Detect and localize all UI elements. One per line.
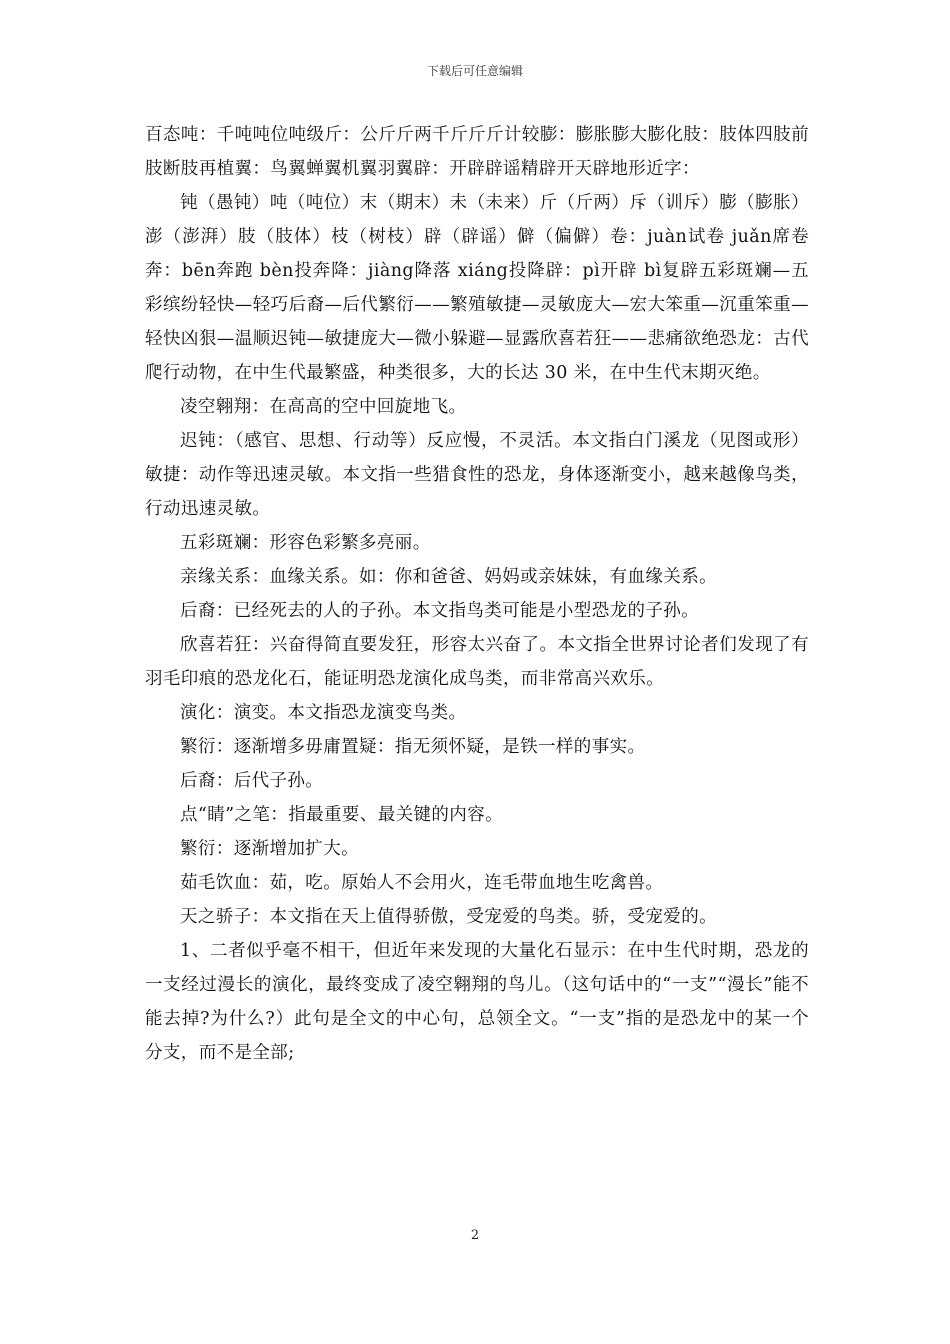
paragraph: 演化：演变。本文指恐龙演变鸟类。 [180,703,467,723]
paragraph: 迟钝：（感官、思想、行动等）反应慢，不灵活。本文指白门溪龙（见图或形）敏捷：动作等迅速灵敏。本文指一些猎食性的恐龙，身体逐渐变小，越来越像鸟类，行动迅速灵敏。 [145,431,809,519]
paragraph: 五彩斑斓：形容色彩繁多亮丽。 [180,533,431,553]
paragraph: 钝（愚钝）吨（吨位）末（期末）未（未来）斤（斤两）斥（训斥）膨（膨胀）澎（澎湃）肢（肢体）枝（树枝）辟（辟谣）僻（偏僻）卷：juàn试卷 juǎn席卷奔：bēn奔跑 bèn投奔降：jiàng降落 xiáng投降辟：pì开辟 bì复辟五彩斑斓—五彩缤纷轻快—轻巧后裔—后代繁衍——繁殖敏捷—灵敏庞大—宏大笨重—沉重笨重—轻快凶狠—温顺迟钝—敏捷庞大—微小躲避—显露欣喜若狂——悲痛欲绝恐龙：古代爬行动物，在中生代最繁盛，种类很多，大的长达 30 米，在中生代末期灭绝。 [145,193,809,383]
paragraph: 亲缘关系：血缘关系。如：你和爸爸、妈妈或亲妹妹，有血缘关系。 [180,567,717,587]
paragraph: 后裔：已经死去的人的子孙。本文指鸟类可能是小型恐龙的子孙。 [180,601,700,621]
paragraph: 点“睛”之笔：指最重要、最关键的内容。 [180,805,503,825]
paragraph: 天之骄子：本文指在天上值得骄傲，受宠爱的鸟类。骄，受宠爱的。 [180,907,717,927]
paragraph: 1、二者似乎毫不相干，但近年来发现的大量化石显示：在中生代时期，恐龙的一支经过漫长的演化，最终变成了凌空翱翔的鸟儿。（这句话中的“一支”“漫长”能不能去掉?为什么?）此句是全文的中心句，总领全文。“一支”指的是恐龙中的某一个分支，而不是全部; [145,941,809,1063]
page-header: 下载后可任意编辑 [426,64,523,78]
paragraph: 后裔：后代子孙。 [180,771,324,791]
paragraph: 百态吨：千吨吨位吨级斤：公斤斤两千斤斤斤计较膨：膨胀膨大膨化肢：肢体四肢前肢断肢再植翼：鸟翼蝉翼机翼羽翼辟：开辟辟谣精辟开天辟地形近字： [145,125,809,179]
page-number: 2 [470,1228,480,1243]
paragraph: 茹毛饮血：茹，吃。原始人不会用火，连毛带血地生吃禽兽。 [180,873,664,893]
paragraph: 欣喜若狂：兴奋得简直要发狂，形容太兴奋了。本文指全世界讨论者们发现了有羽毛印痕的恐龙化石，能证明恐龙演化成鸟类，而非常高兴欢乐。 [145,635,809,689]
document-body [145,118,809,1070]
paragraph: 凌空翱翔：在高高的空中回旋地飞。 [180,397,467,417]
paragraph: 繁衍：逐渐增多毋庸置疑：指无须怀疑，是铁一样的事实。 [180,737,646,757]
paragraph: 繁衍：逐渐增加扩大。 [180,839,359,859]
